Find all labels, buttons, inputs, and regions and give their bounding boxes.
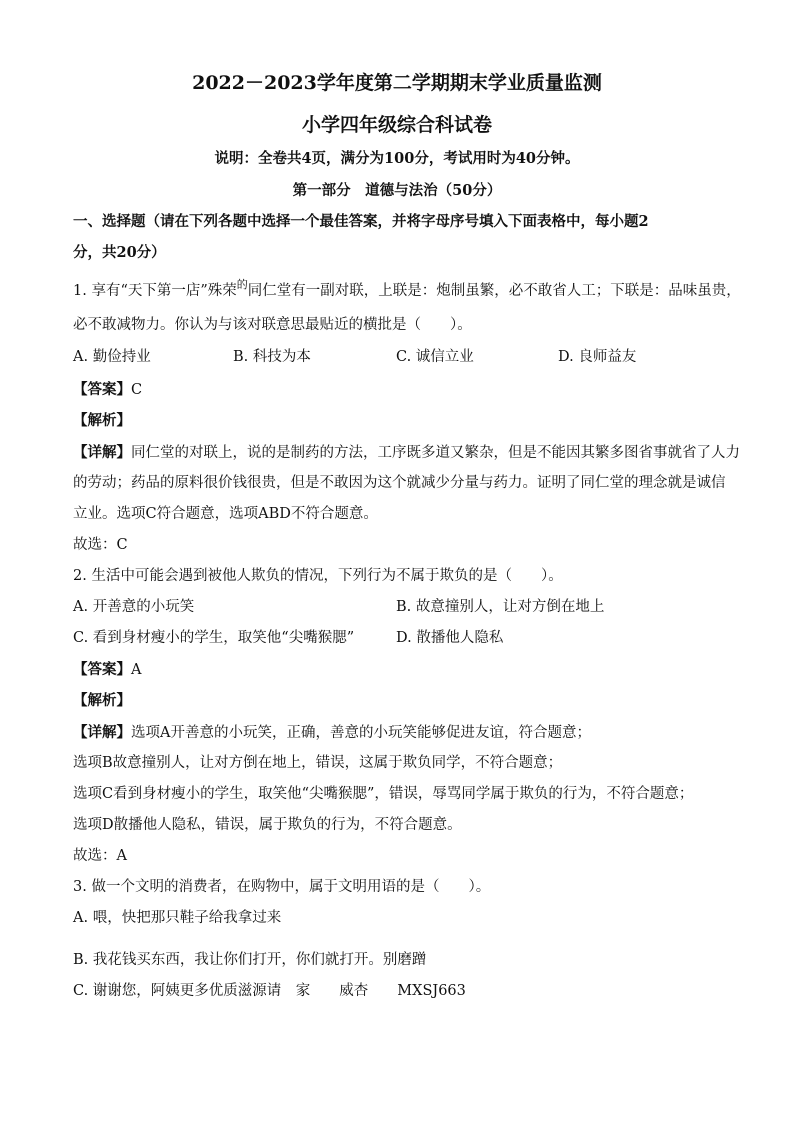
q1-detail-line3: 立业。选项C符合题意，选项ABD不符合题意。 bbox=[73, 506, 378, 522]
q1-stem-superscript: 的 bbox=[236, 278, 248, 291]
q2-option-d: D. 散播他人隐私 bbox=[396, 630, 504, 646]
q2-stem: 2. 生活中可能会遇到被他人欺负的情况，下列行为不属于欺负的是（ ）。 bbox=[73, 568, 563, 584]
q1-option-c: C. 诚信立业 bbox=[396, 349, 474, 365]
q2-option-c: C. 看到身材瘦小的学生，取笑他“尖嘴猴腮” bbox=[73, 630, 355, 646]
q2-answer-tag: 【答案】 bbox=[73, 661, 131, 678]
q2-detail-tag: 【详解】 bbox=[73, 724, 131, 741]
q1-answer-value: C bbox=[131, 382, 143, 398]
section-heading-line1: 一、选择题（请在下列各题中选择一个最佳答案，并将字母序号填入下面表格中，每小题2 bbox=[73, 213, 649, 230]
q1-option-a: A. 勤俭持业 bbox=[73, 349, 151, 365]
q2-analysis-tag: 【解析】 bbox=[73, 692, 131, 709]
q3-option-a: A. 喂，快把那只鞋子给我拿过来 bbox=[73, 910, 282, 926]
q3-stem: 3. 做一个文明的消费者，在购物中，属于文明用语的是（ ）。 bbox=[73, 879, 491, 895]
q1-answer-tag: 【答案】 bbox=[73, 381, 131, 398]
q2-detail-line4: 选项D散播他人隐私，错误，属于欺负的行为，不符合题意。 bbox=[73, 817, 462, 833]
q1-answer bbox=[73, 381, 142, 399]
q1-detail-line2: 的劳动；药品的原料很价钱很贵，但是不敢因为这个就减少分量与药力。证明了同仁堂的理念就是诚信 bbox=[73, 475, 726, 491]
q1-stem-line2: 必不敢减物力。你认为与该对联意思最贴近的横批是（ ）。 bbox=[73, 317, 472, 333]
q3-option-b: B. 我花钱买东西，我让你们打开，你们就打开。别磨蹭 bbox=[73, 952, 427, 968]
q2-option-a: A. 开善意的小玩笑 bbox=[73, 599, 195, 615]
exam-note: 说明：全卷共4页，满分为100分，考试用时为40分钟。 bbox=[214, 150, 580, 167]
q1-detail-tag: 【详解】 bbox=[73, 444, 131, 461]
q2-answer-value: A bbox=[131, 662, 142, 678]
exam-subtitle: 小学四年级综合科试卷 bbox=[301, 114, 492, 136]
q1-analysis-tag: 【解析】 bbox=[73, 412, 131, 429]
q1-option-d: D. 良师益友 bbox=[558, 349, 637, 365]
q2-option-b: B. 故意撞别人，让对方倒在地上 bbox=[396, 599, 605, 615]
part-heading: 第一部分 道德与法治（50分） bbox=[292, 182, 502, 199]
q1-stem-part1: 1. 享有“天下第一店”殊荣 bbox=[73, 283, 237, 299]
q1-option-b: B. 科技为本 bbox=[233, 349, 311, 365]
q1-stem-part2: 同仁堂有一副对联，上联是：炮制虽繁，必不敢省人工；下联是：品味虽贵， bbox=[247, 283, 741, 299]
q2-detail-text1: 选项A开善意的小玩笑，正确，善意的小玩笑能够促进友谊，符合题意； bbox=[131, 725, 591, 741]
q1-detail-text1: 同仁堂的对联上，说的是制药的方法，工序既多道又繁杂，但是不能因其繁多图省事就省了人力 bbox=[131, 445, 740, 461]
q2-detail-line2: 选项B故意撞别人，让对方倒在地上，错误，这属于欺负同学，不符合题意； bbox=[73, 755, 563, 771]
exam-title: 2022－2023学年度第二学期期末学业质量监测 bbox=[192, 72, 602, 94]
q1-detail-line1 bbox=[73, 444, 740, 462]
section-heading-line2: 分，共20分） bbox=[73, 244, 166, 261]
q1-choice: 故选：C bbox=[73, 537, 128, 553]
q2-choice: 故选：A bbox=[73, 848, 127, 864]
q2-detail-line1 bbox=[73, 724, 591, 742]
q2-answer bbox=[73, 661, 141, 679]
q2-detail-line3: 选项C看到身材瘦小的学生，取笑他“尖嘴猴腮”，错误，辱骂同学属于欺负的行为，不符合题意； bbox=[73, 786, 694, 802]
q3-option-c: C. 谢谢您，阿姨更多优质滋源请 家 威杏 MXSJ663 bbox=[73, 983, 466, 999]
q1-stem-line1 bbox=[73, 278, 741, 300]
